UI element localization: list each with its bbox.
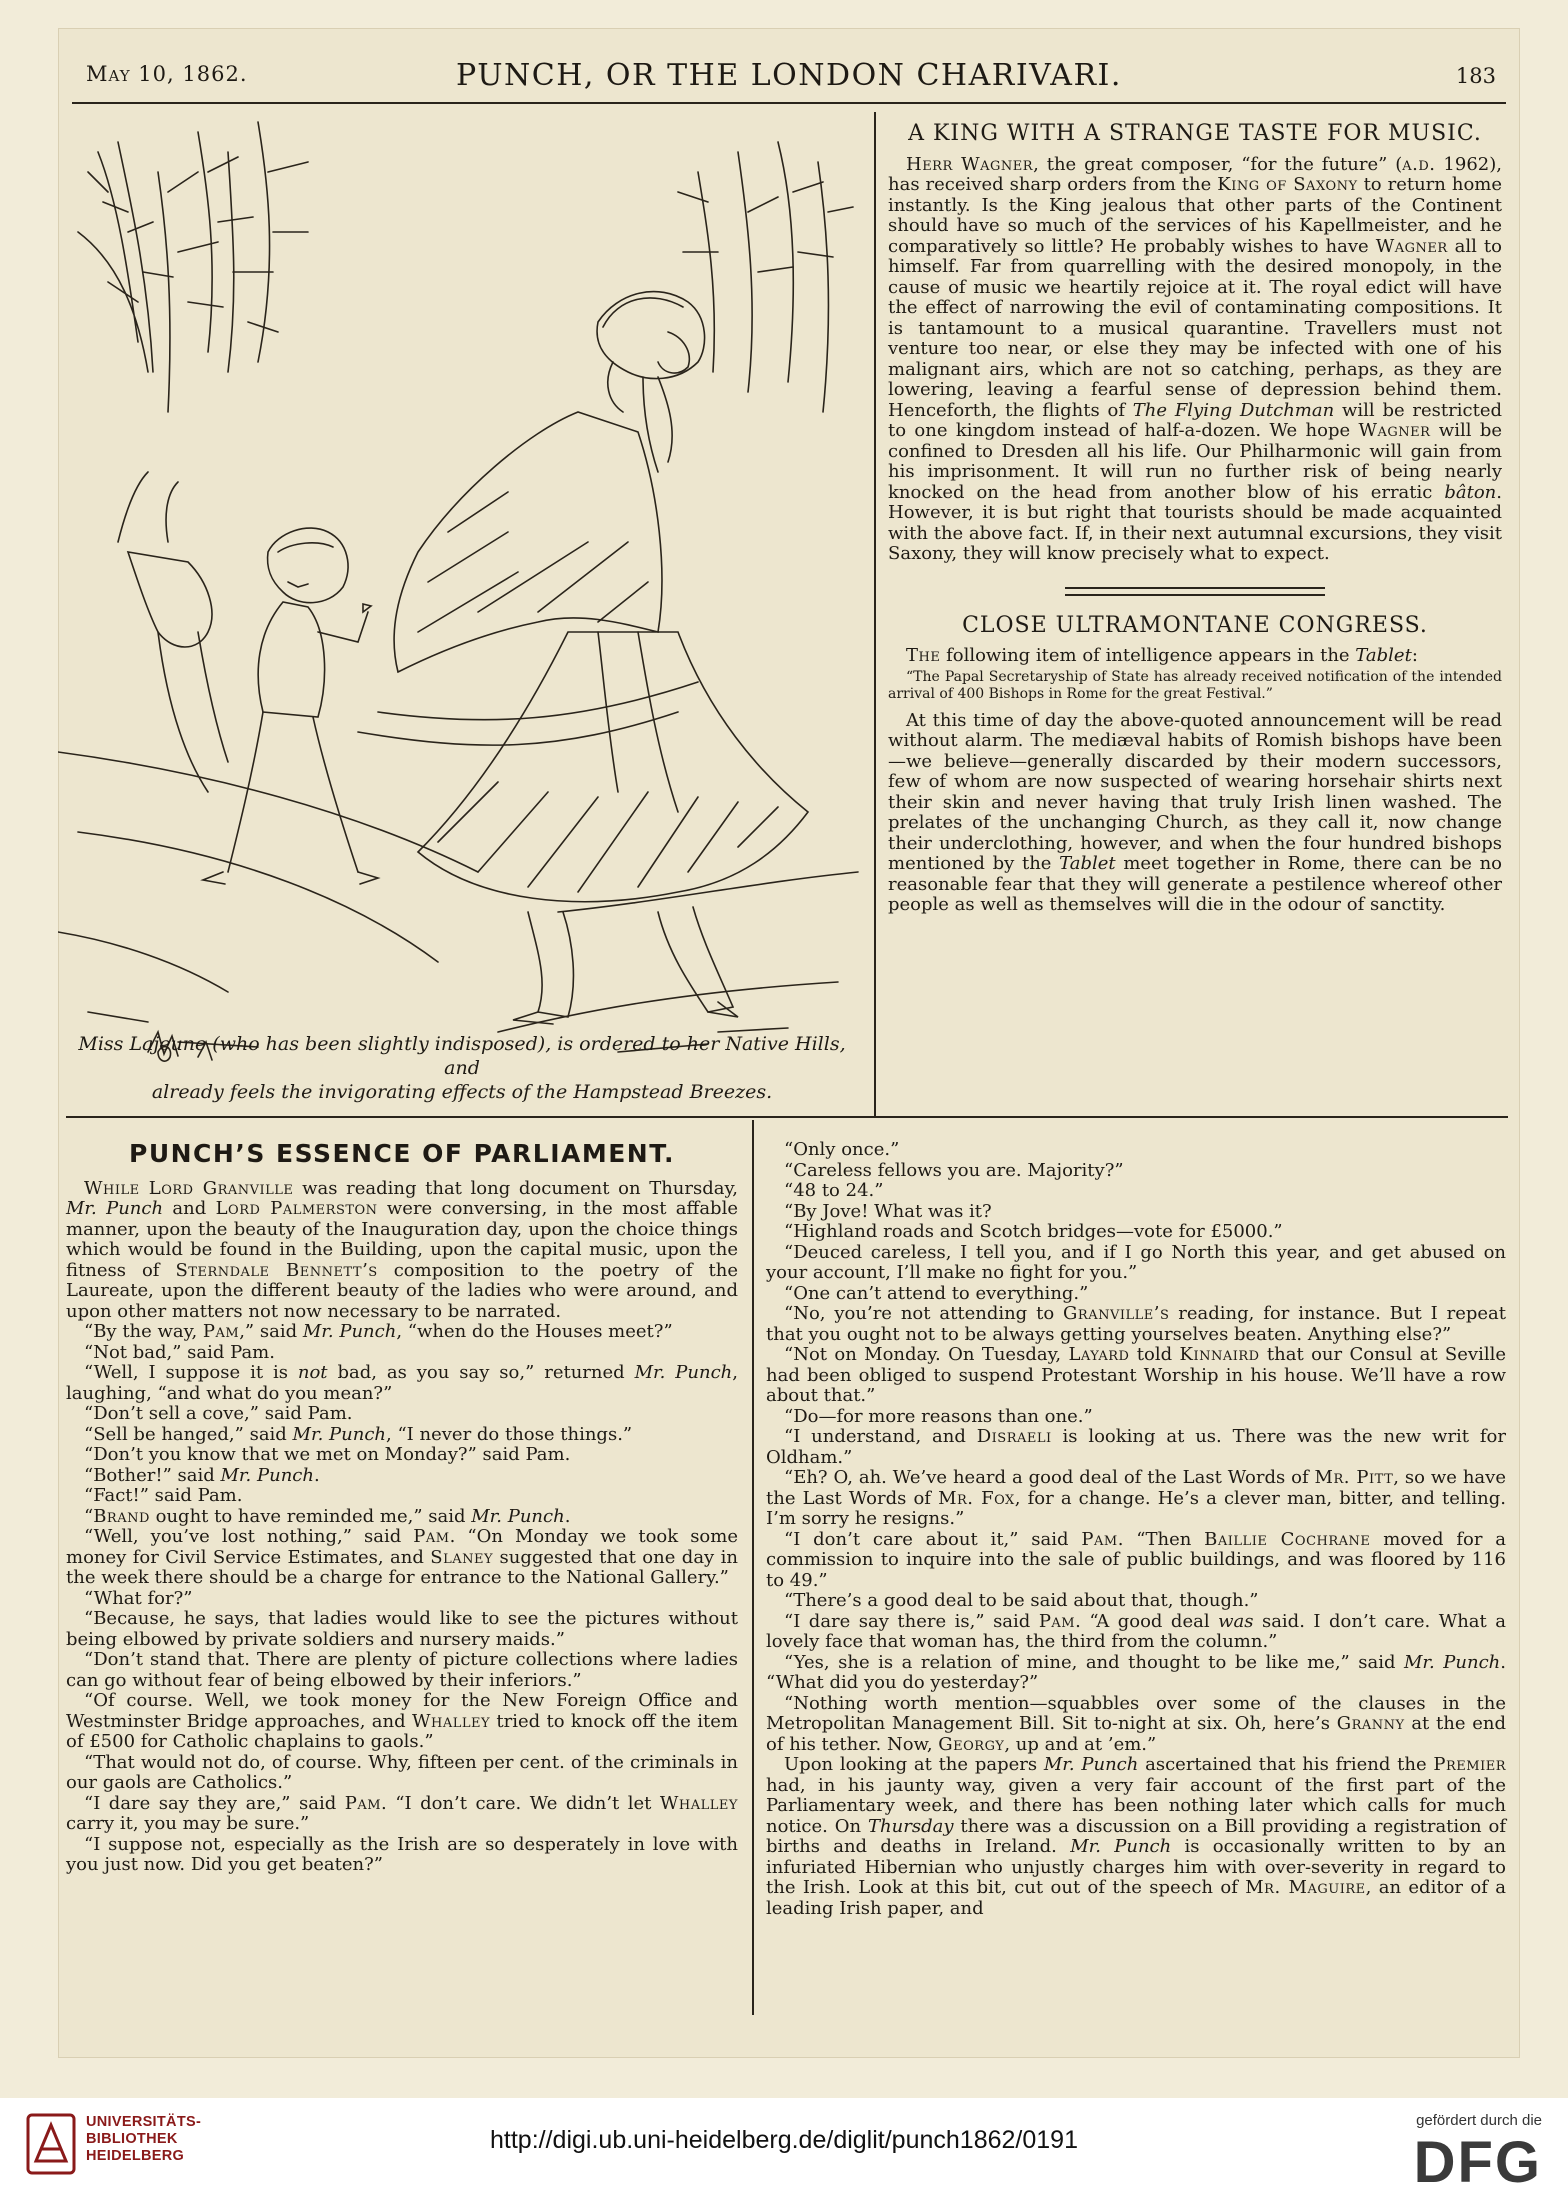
paragraph: “Careless fellows you are. Majority?” bbox=[784, 1159, 1124, 1181]
source-url-link[interactable]: http://digi.ub.uni-heidelberg.de/diglit/punch1862/0191 bbox=[490, 2126, 1078, 2154]
column-rule-bottom bbox=[752, 1120, 754, 2015]
paragraph: “Bother!” said Mr. Punch. bbox=[84, 1464, 320, 1486]
paragraph: “Nothing worth mention—squabbles over some of the clauses in the Metropolitan Management Bill. Sit to-night at six. Oh, here’s Granny at the end of his tether. Now, Georgy, up and at ’em.” bbox=[766, 1692, 1506, 1755]
article-heading-wagner: A KING WITH A STRANGE TASTE FOR MUSIC. bbox=[908, 121, 1482, 146]
funding-label: gefördert durch die bbox=[1416, 2112, 1542, 2129]
caption-line-1: Miss Lajeune (who has been slightly indisposed), is ordered to her Native Hills, and bbox=[78, 1033, 846, 1079]
library-name: UNIVERSITÄTS- BIBLIOTHEK HEIDELBERG bbox=[86, 2114, 202, 2164]
paragraph: “Deuced careless, I tell you, and if I go North this year, and get abused on your account, I’ll make no fight for you.” bbox=[766, 1241, 1506, 1283]
cartoon-caption bbox=[58, 1032, 866, 1104]
paragraph: “There’s a good deal to be said about that, though.” bbox=[784, 1590, 1259, 1611]
paragraph: “48 to 24.” bbox=[784, 1180, 884, 1201]
paragraph: “I dare say there is,” said Pam. “A good deal was said. I don’t care. What a lovely face that woman has, the third from the column.” bbox=[766, 1610, 1506, 1652]
cartoon-illustration bbox=[58, 112, 866, 1072]
article-separator bbox=[1065, 587, 1325, 596]
paragraph: “Don’t sell a cove,” said Pam. bbox=[84, 1403, 353, 1424]
paragraph: “Do—for more reasons than one.” bbox=[784, 1405, 1093, 1427]
paragraph: While Lord Granville was reading that long document on Thursday, Mr. Punch and Lord Palmerston were conversing, in the most affable manner, upon the beauty of the Inauguration day, upon the choice things which would be found in the Building, upon the capital music, upon the fitness of Sterndale Bennett’s composition to the poetry of the Laureate, upon the different beauty of the ladies who were around, and upon other matters not now necessary to be narrated. bbox=[66, 1177, 738, 1322]
caption-line-2: already feels the invigorating effects of the Hampstead Breezes. bbox=[151, 1081, 773, 1103]
paragraph: “One can’t attend to everything.” bbox=[784, 1282, 1089, 1304]
article-heading-parliament: PUNCH’S ESSENCE OF PARLIAMENT. bbox=[129, 1139, 675, 1168]
paragraph: “That would not do, of course. Why, fifteen per cent. of the criminals in our gaols are Catholics.” bbox=[66, 1751, 738, 1793]
paragraph: “By Jove! What was it? bbox=[784, 1200, 992, 1222]
paragraph: “Eh? O, ah. We’ve heard a good deal of the Last Words of Mr. Pitt, so we have the Last Words of Mr. Fox, for a change. He’s a clever man, bitter, and telling. I’m sorry he resigns.” bbox=[766, 1467, 1507, 1529]
paragraph: “Sell be hanged,” said Mr. Punch, “I never do those things.” bbox=[84, 1423, 633, 1445]
paragraph: “Brand ought to have reminded me,” said Mr. Punch. bbox=[84, 1505, 571, 1527]
column-rule-top bbox=[874, 112, 876, 1116]
article-quote-congress: “The Papal Secretaryship of State has already received notification of the intended arrival of 400 Bishops in Rome for the great Festival.” bbox=[888, 668, 1502, 702]
dfg-logo: DFG bbox=[1413, 2130, 1542, 2195]
paragraph: “Fact!” said Pam. bbox=[84, 1485, 243, 1506]
paragraph: “I dare say they are,” said Pam. “I don’t care. We didn’t let Whalley carry it, you may be sure.” bbox=[66, 1792, 738, 1834]
paragraph: “Because, he says, that ladies would like to see the pictures without being elbowed by private soldiers and nursery maids.” bbox=[66, 1608, 738, 1650]
paragraph: “Not bad,” said Pam. bbox=[84, 1341, 275, 1363]
parliament-column bbox=[66, 1140, 738, 1876]
article-body-congress: At this time of day the above-quoted announcement will be read without alarm. The mediæval habits of Romish bishops have been—we believe—generally discarded by their modern successors, few of whom are now suspected of wearing horsehair shirts next their skin and never having that truly Irish linen washed. The prelates of the unchanging Church, as they call it, now change their underclothing, however, and when the four hundred bishops mentioned by the Tablet meet together in Rome, there can be no reasonable fear that they will generate a pestilence whereof other people as well as themselves will die in the odour of sanctity. bbox=[888, 709, 1502, 915]
article-intro-congress: The following item of intelligence appears in the Tablet: bbox=[906, 645, 1418, 666]
paragraph: “Well, I suppose it is not bad, as you say so,” returned Mr. Punch, laughing, “and what do you mean?” bbox=[66, 1362, 738, 1404]
parliament-continued-column bbox=[766, 1140, 1506, 1919]
paragraph: “Don’t you know that we met on Monday?” said Pam. bbox=[84, 1444, 571, 1465]
paragraph: “I don’t care about it,” said Pam. “Then Baillie Cochrane moved for a commission to inquire into the sale of public buildings, and was floored by 116 to 49.” bbox=[766, 1528, 1507, 1591]
paragraph: “I understand, and Disraeli is looking at us. There was the new writ for Oldham.” bbox=[766, 1426, 1506, 1468]
article-heading-congress: CLOSE ULTRAMONTANE CONGRESS. bbox=[962, 612, 1428, 638]
page-number: 183 bbox=[1455, 64, 1496, 88]
paragraph: “By the way, Pam,” said Mr. Punch, “when do the Houses meet?” bbox=[84, 1321, 673, 1342]
paragraph: “Well, you’ve lost nothing,” said Pam. “On Monday we took some money for Civil Service Estimates, and Slaney suggested that one day in the week there should be a charge for entrance to the National Gallery.” bbox=[66, 1526, 738, 1588]
paragraph: “I suppose not, especially as the Irish are so desperately in love with you just now. Did you get beaten?” bbox=[66, 1833, 738, 1875]
page-header bbox=[72, 58, 1506, 104]
digitization-footer bbox=[0, 2098, 1568, 2205]
paragraph: “Highland roads and Scotch bridges—vote for £5000.” bbox=[784, 1221, 1283, 1242]
paragraph: Upon looking at the papers Mr. Punch ascertained that his friend the Premier had, in his jaunty way, given a very fair account of the first part of the Parliamentary week, and there has been nothing later which calls for much notice. On Thursday there was a discussion on a Bill providing a registration of births and deaths in Ireland. Mr. Punch is occasionally written to by an infuriated Hibernian who unjustly charges him with over-severity in regard to the Irish. Look at this bit, cut out of the speech of Mr. Maguire, an editor of a leading Irish paper, and bbox=[766, 1754, 1506, 1919]
paragraph: “No, you’re not attending to Granville’s reading, for instance. But I repeat that you ought not to be always getting yourselves beaten. Anything else?” bbox=[766, 1303, 1506, 1345]
issue-date: May 10, 1862. bbox=[86, 62, 248, 86]
publication-title: PUNCH, OR THE LONDON CHARIVARI. bbox=[456, 58, 1122, 93]
article-body-wagner: Herr Wagner, the great composer, “for the future” (a.d. 1962), has received sharp orders from the King of Saxony to return home instantly. Is the King jealous that other parts of the Continent should have so much of the services of his Kapellmeister, and he comparatively so little? He probably wishes to have Wagner all to himself. Far from quarrelling with the desired monopoly, in the cause of music we heartily rejoice at it. The royal edict will have the effect of narrowing the evil of contaminating compositions. It is tantamount to a musical quarantine. Travellers must not venture too near, or else they may be infected with one of his malignant airs, which are not so catching, perhaps, as they are lowering, leaving a fearful sense of depression behind them. Henceforth, the flights of The Flying Dutchman will be restricted to one kingdom instead of half-a-dozen. We hope Wagner will be confined to Dresden all his life. Our Philharmonic will gain from his imprisonment. It will run no further risk of being nearly knocked on the head from another blow of his erratic bâton. However, it is but right that tourists should be made acquainted with the above fact. If, in their next autumnal excursions, they visit Saxony, they will know precisely what to expect. bbox=[888, 153, 1503, 564]
paragraph: “Of course. Well, we took money for the New Foreign Office and Westminster Bridge approaches, and Whalley tried to knock off the item of £500 for Catholic chaplains to gaols.” bbox=[66, 1690, 739, 1752]
paragraph: “Not on Monday. On Tuesday, Layard told Kinnaird that our Consul at Seville had been obliged to suspend Protestant Worship in his house. We’ll have a row about that.” bbox=[766, 1344, 1506, 1406]
paragraph: “Don’t stand that. There are plenty of picture collections where ladies can go without fear of being elbowed by their inferiors.” bbox=[66, 1649, 738, 1691]
section-rule bbox=[66, 1116, 1508, 1118]
paragraph: “What for?” bbox=[84, 1587, 193, 1609]
right-column bbox=[888, 121, 1503, 916]
newspaper-page bbox=[58, 28, 1520, 2058]
paragraph: “Yes, she is a relation of mine, and thought to be like me,” said Mr. Punch. “What did you do yesterday?” bbox=[766, 1651, 1506, 1693]
paragraph: “Only once.” bbox=[784, 1139, 900, 1160]
